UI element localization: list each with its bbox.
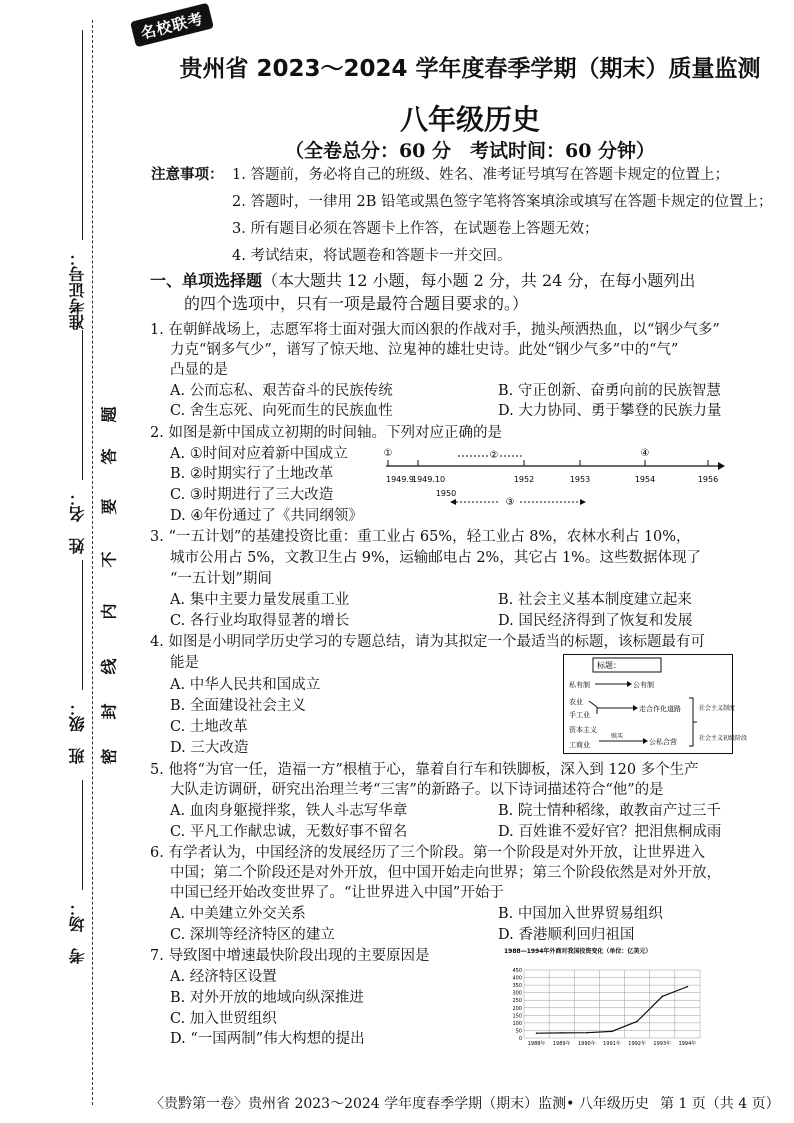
notice-label: 注意事项： <box>151 166 224 183</box>
diagram-text: 农业 <box>569 698 583 706</box>
diagram-text: 走合作化道路 <box>639 705 681 713</box>
option-b: B. 院士情种稻缘，敢教亩产过三千 <box>498 803 721 819</box>
diagram-text: 资本主义 <box>569 726 597 734</box>
exam-info: （全卷总分：60 分 考试时间：60 分钟） <box>284 140 656 162</box>
seal-char: 题 <box>99 406 119 423</box>
question-stem: 中国；第二个阶段还是对外开放，但中国开始走向世界；第三个阶段依然是对外开放， <box>170 865 721 881</box>
seal-char: 不 <box>99 551 119 568</box>
notice-item: 3. 所有题目必须在答题卡上作答，在试题卷上答题无效； <box>232 221 599 237</box>
timeline-marker: ④ <box>640 448 650 459</box>
timeline-figure <box>380 444 725 512</box>
question-stem: 6. 有学者认为，中国经济的发展经历了三个阶段。第一个阶段是对外开放，让世界进入 <box>150 845 705 861</box>
option-b: B. 守正创新、奋勇向前的民族智慧 <box>498 383 721 399</box>
option-d: D. “一国两制”伟大构想的提出 <box>170 1031 365 1047</box>
class-blank <box>82 560 83 690</box>
diagram-text: 社会主义制度 <box>699 705 736 712</box>
option-c: C. 土地改革 <box>170 719 248 735</box>
name-label: 姓 名： <box>68 490 87 554</box>
section-heading <box>150 271 695 292</box>
option-b: B. 对外开放的地域向纵深推进 <box>170 990 364 1006</box>
option-c: C. 深圳等经济特区的建立 <box>170 927 335 943</box>
diagram-text: 私有制 <box>569 681 590 689</box>
timeline-year: 1949.9 <box>386 475 414 484</box>
diagram-text: 公私合营 <box>649 738 677 746</box>
question-stem: 4. 如图是小明同学历史学习的专题总结，请为其拟定一个最适当的标题，该标题最有可 <box>150 634 705 650</box>
chart-ytick-label: 300 <box>512 990 522 997</box>
chart-data-point <box>687 986 689 988</box>
option-d: D. 百姓谁不爱好官？把泪焦桐成雨 <box>498 824 722 840</box>
question-stem: 大队走访调研，研究出治理兰考“三害”的新路子。以下诗词描述符合“他”的是 <box>170 782 664 798</box>
chart-ytick-label: 200 <box>512 1005 522 1012</box>
chart-ytick-label: 150 <box>512 1013 522 1020</box>
chart-ytick-label: 100 <box>512 1020 522 1027</box>
chart-xtick-label: 1990年 <box>577 1041 596 1047</box>
timeline-year: 1950 <box>435 489 457 498</box>
option-b: B. 社会主义基本制度建立起来 <box>498 592 692 608</box>
option-a: A. 集中主要力量发展重工业 <box>170 592 350 608</box>
option-d: D. 国民经济得到了恢复和发展 <box>498 613 693 629</box>
option-a: A. ①时间对应着新中国成立 <box>170 446 348 462</box>
option-c: C. 舍生忘死、向死而生的民族血性 <box>170 403 393 419</box>
chart-data-point <box>561 1032 563 1034</box>
option-b: B. ②时期实行了土地改革 <box>170 466 334 482</box>
chart-ytick-label: 350 <box>512 983 522 990</box>
subject-title: 八年级历史 <box>399 103 540 136</box>
option-a: A. 公而忘私、艰苦奋斗的民族传统 <box>170 383 393 399</box>
question-stem: 3. “一五计划”的基建投资比重：重工业占 65%，轻工业占 8%，农林水利占 10%， <box>150 529 691 545</box>
timeline-year: 1956 <box>697 475 719 484</box>
chart-data-point <box>586 1032 588 1034</box>
timeline-year: 1949.10 <box>412 475 446 484</box>
seal-char: 封 <box>99 703 119 720</box>
exam-number-label: 准考证号： <box>68 250 87 330</box>
question-stem: 力克“钢多气少”，谱写了惊天地、泣鬼神的雄壮史诗。此处“钢少气多”中的“气” <box>170 342 679 358</box>
question-stem: 2. 如图是新中国成立初期的时间轴。下列对应正确的是 <box>150 425 502 441</box>
notice-item: 1. 答题前，务必将自己的班级、姓名、准考证号填写在答题卡规定的位置上； <box>232 167 729 183</box>
section-desc: （本大题共 12 小题，每小题 2 分，共 24 分，在每小题列出 <box>262 271 696 290</box>
chart-ytick-label: 450 <box>512 968 522 974</box>
footer-info: 〈贵黔第一卷〉贵州省 2023～2024 学年度春季学期（期末）监测• 八年级历史 <box>150 1096 649 1112</box>
name-blank <box>82 330 83 480</box>
option-d: D. 三大改造 <box>170 740 249 756</box>
question-stem: 城市公用占 5%，文教卫生占 9%，运输邮电占 2%，其它占 1%。这些数据体现了 <box>170 550 701 566</box>
option-d: D. 香港顺利回归祖国 <box>498 927 635 943</box>
option-c: C. 各行业均取得显著的增长 <box>170 613 350 629</box>
notice-item: 4. 考试结束，将试题卷和答题卡一并交回。 <box>232 248 512 264</box>
chart-series-line <box>537 987 688 1034</box>
option-d: D. 大力协同、勇于攀登的民族力量 <box>498 403 722 419</box>
section-desc-cont: 的四个选项中，只有一项是最符合题目要求的。） <box>184 294 529 313</box>
chart-data-point <box>661 996 663 998</box>
timeline-marker: ① <box>383 448 393 459</box>
investment-line-chart <box>500 944 710 1048</box>
chart-ytick-label: 50 <box>515 1028 522 1035</box>
option-b: B. 全面建设社会主义 <box>170 698 306 714</box>
question-stem: “一五计划”期间 <box>170 571 272 587</box>
timeline-year: 1952 <box>513 475 535 484</box>
section-title: 一、单项选择题 <box>150 271 263 290</box>
chart-xtick-label: 1993年 <box>653 1041 672 1047</box>
chart-xtick-label: 1989年 <box>552 1041 571 1047</box>
timeline-marker: ② <box>489 450 499 461</box>
summary-diagram <box>563 654 748 754</box>
chart-data-point <box>636 1021 638 1023</box>
timeline-year: 1953 <box>569 475 591 484</box>
exam-number-blank <box>82 30 83 240</box>
question-stem: 5. 他将“为官一任，造福一方”根植于心，靠着自行车和铁脚板，深入到 120 多个生产 <box>150 762 699 778</box>
chart-data-point <box>611 1031 613 1033</box>
question-stem: 中国已经开始改变世界了。“让世界进入中国”开始于 <box>170 885 504 901</box>
chart-title: 1988—1994年外商对我国投资变化（单位：亿美元） <box>504 948 652 955</box>
seal-char: 线 <box>99 658 119 675</box>
option-c: C. 加入世贸组织 <box>170 1011 277 1027</box>
seal-char: 答 <box>99 448 119 465</box>
chart-ytick-label: 0 <box>518 1036 522 1042</box>
question-stem: 7. 导致图中增速最快阶段出现的主要原因是 <box>150 948 430 964</box>
option-a: A. 中美建立外交关系 <box>170 906 306 922</box>
seal-char: 要 <box>99 498 119 515</box>
diagram-text: 手工业 <box>569 711 590 719</box>
question-stem: 能是 <box>170 655 199 671</box>
option-c: C. ③时期进行了三大改造 <box>170 487 334 503</box>
diagram-title-box: 标题： <box>597 661 621 670</box>
seal-char: 内 <box>99 603 119 620</box>
option-a: A. 血肉身躯搅拌浆，铁人斗志写华章 <box>170 803 408 819</box>
option-d: D. ④年份通过了《共同纲领》 <box>170 508 363 524</box>
option-b: B. 中国加入世界贸易组织 <box>498 906 663 922</box>
question-stem: 1. 在朝鲜战场上，志愿军将士面对强大而凶狠的作战对手，抛头颅洒热血，以“钢少气多” <box>150 322 720 338</box>
exam-room-label: 考 场： <box>68 900 87 964</box>
chart-xtick-label: 1992年 <box>628 1041 647 1047</box>
joint-exam-badge: 名校联考 <box>130 3 214 48</box>
chart-data-point <box>536 1032 538 1034</box>
diagram-text: 社会主义初级阶段 <box>699 735 748 742</box>
timeline-year: 1954 <box>634 475 656 484</box>
chart-ytick-label: 250 <box>512 998 522 1005</box>
diagram-text: 公有制 <box>633 681 654 689</box>
option-a: A. 中华人民共和国成立 <box>170 677 321 693</box>
option-a: A. 经济特区设置 <box>170 969 277 985</box>
option-c: C. 平凡工作献忠诚，无数好事不留名 <box>170 824 408 840</box>
exam-title: 贵州省 2023～2024 学年度春季学期（期末）质量监测 <box>179 56 761 82</box>
question-stem: 凸显的是 <box>170 362 228 378</box>
notice-item: 2. 答题时，一律用 2B 铅笔或黑色签字笔将答案填涂或填写在答题卡规定的位置上； <box>232 194 773 210</box>
chart-ytick-label: 400 <box>512 975 522 982</box>
chart-xtick-label: 1988年 <box>527 1041 546 1047</box>
diagram-text: 赎买 <box>611 733 624 740</box>
seal-dashed-line <box>92 20 93 1105</box>
class-label: 班 级： <box>68 700 87 764</box>
room-blank <box>82 780 83 890</box>
chart-xtick-label: 1994年 <box>678 1041 697 1047</box>
seal-char: 密 <box>99 748 119 765</box>
chart-xtick-label: 1991年 <box>603 1041 621 1047</box>
timeline-marker: ③ <box>505 497 515 508</box>
page-number: 第 1 页（共 4 页） <box>660 1096 780 1112</box>
diagram-text: 工商业 <box>569 741 590 749</box>
